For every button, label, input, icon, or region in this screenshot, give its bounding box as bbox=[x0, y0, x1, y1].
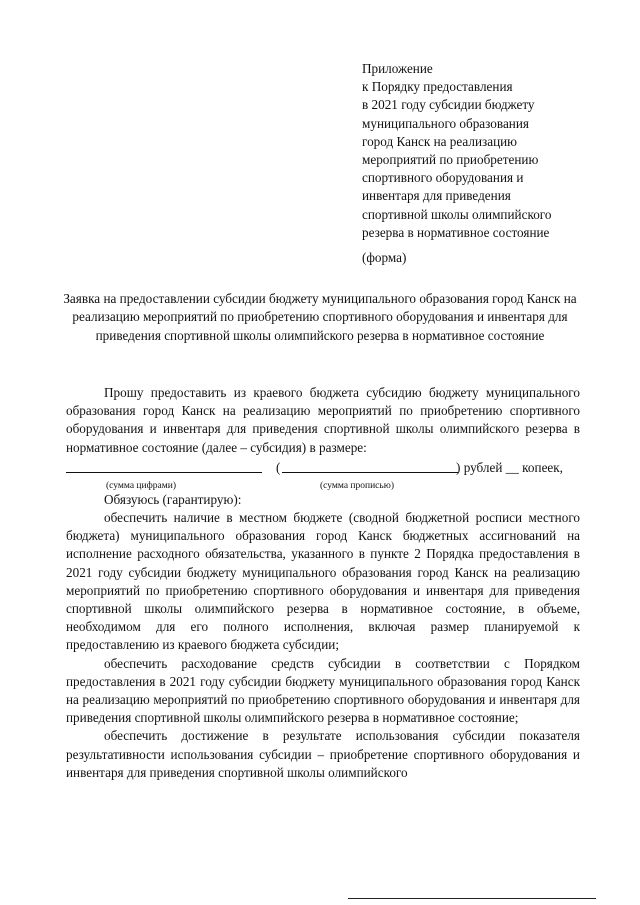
commit-item-2: обеспечить расходование средств субсидии в соответствии с Порядком предоставления в 2021 году субсидии бюджету муниципального образования город Канск на реализацию мероприятий по приобретению спортивного оборудования и инвентаря для приведения спортивной школы олимпийского резерва в нормативное состояние; bbox=[66, 655, 580, 726]
appendix-line: муниципального образования bbox=[362, 115, 529, 131]
appendix-line: спортивного оборудования и bbox=[362, 170, 524, 186]
commit-item-1: обеспечить наличие в местном бюджете (сводной бюджетной росписи местного бюджета) муниципального образования город Канск бюджетных ассигнований на исполнение расходного обязательства, указанного в пункте 2 Порядка предоставления в 2021 году субсидии бюджету муниципального образования город Канск на реализацию мероприятий по приобретению спортивного оборудования и инвентаря для приведения спортивной школы олимпийского резерва в нормативное состояние, в объеме, необходимом для его полного исполнения, включая размер планируемой к предоставлению из краевого бюджета субсидии; bbox=[66, 510, 580, 653]
amount-tail: ) рублей __ копеек, bbox=[456, 459, 563, 475]
appendix-line: инвентаря для приведения bbox=[362, 188, 511, 204]
amount-row bbox=[66, 459, 580, 477]
caption-words: (сумма прописью) bbox=[320, 480, 394, 491]
appendix-line: спортивной школы олимпийского bbox=[362, 206, 552, 222]
amount-captions bbox=[66, 477, 580, 491]
document-body bbox=[66, 384, 580, 782]
amount-words-field[interactable] bbox=[282, 472, 458, 473]
caption-digits: (сумма цифрами) bbox=[106, 480, 176, 491]
document-title: Заявка на предоставлении субсидии бюджету муниципального образования город Канск на реализацию мероприятий по приобретению спортивного оборудования и инвентаря для приведения спортивной школы олимпийского резерва в нормативное состояние bbox=[63, 291, 577, 343]
appendix-line: в 2021 году субсидии бюджету bbox=[362, 97, 535, 113]
commit-line: Обязуюсь (гарантирую): bbox=[104, 491, 242, 507]
appendix-line: город Канск на реализацию bbox=[362, 133, 518, 149]
footer-rule bbox=[348, 898, 596, 899]
amount-open-paren: ( bbox=[276, 459, 281, 475]
appendix-line: Приложение bbox=[362, 61, 433, 76]
appendix-line: мероприятий по приобретению bbox=[362, 152, 539, 168]
amount-digits-field[interactable] bbox=[66, 472, 262, 473]
appendix-line: к Порядку предоставления bbox=[362, 79, 513, 95]
appendix-block bbox=[362, 60, 602, 242]
commit-item-3: обеспечить достижение в результате использования субсидии показателя результативности использования субсидии – приобретение спортивного оборудования и инвентаря для приведения спортивной школы олимпийского bbox=[66, 728, 580, 780]
request-paragraph: Прошу предоставить из краевого бюджета субсидию бюджету муниципального образования город Канск на реализацию мероприятий по приобретению спортивного оборудования и инвентаря для приведения спортивной школы олимпийского резерва в нормативное состояние (далее – субсидия) в размере: bbox=[66, 385, 580, 455]
appendix-line: резерва в нормативное состояние bbox=[362, 224, 550, 240]
form-label: (форма) bbox=[362, 250, 407, 265]
